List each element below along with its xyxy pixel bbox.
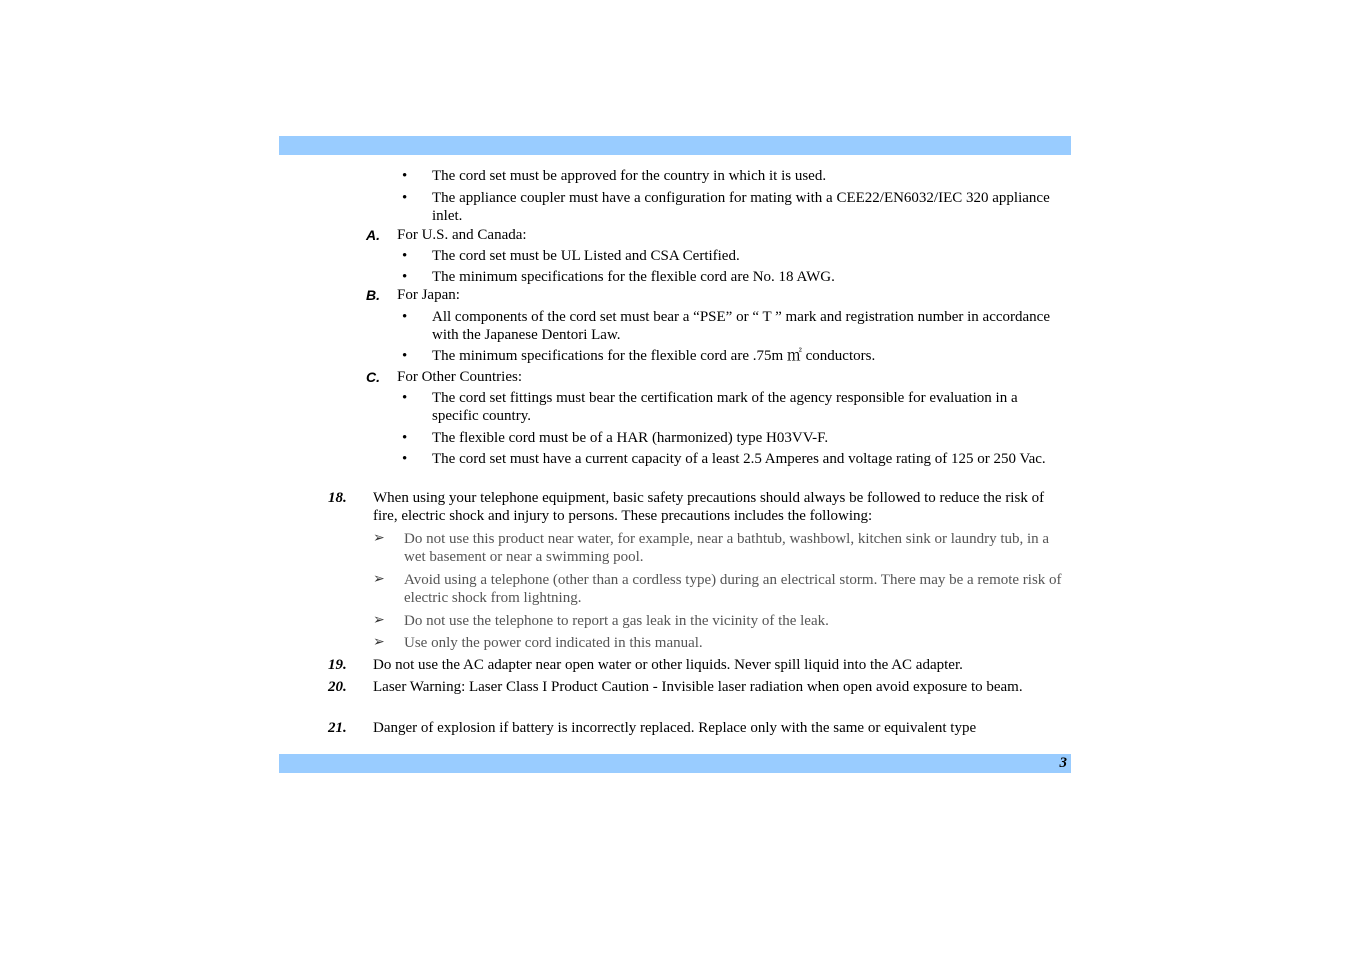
bullet-text: The minimum specifications for the flexible cord are No. 18 AWG. (432, 269, 835, 285)
bullet-text: The cord set must have a current capacity of a least 2.5 Amperes and voltage rating of 125 or 250 Vac. (432, 451, 1046, 467)
item-text: Danger of explosion if battery is incorrectly replaced. Replace only with the same or equivalent type (373, 720, 977, 736)
bullet-icon: • (402, 168, 408, 184)
arrow-bullet-icon: ➢ (373, 572, 385, 587)
item-number: 19. (328, 657, 347, 673)
arrow-bullet-icon: ➢ (373, 635, 385, 650)
bullet-text: The cord set fittings must bear the certification mark of the agency responsible for evaluation in a specific country. (432, 390, 1018, 424)
bullet-icon: • (402, 248, 408, 264)
sub-item-text: Do not use the telephone to report a gas leak in the vicinity of the leak. (404, 613, 829, 629)
bullet-icon: • (402, 390, 408, 406)
page-number: 3 (1059, 755, 1067, 771)
section-title: For Other Countries: (397, 369, 522, 385)
item-text: Laser Warning: Laser Class I Product Caution - Invisible laser radiation when open avoid exposure to beam. (373, 679, 1023, 695)
bullet-icon: • (402, 269, 408, 285)
bullet-text: The flexible cord must be of a HAR (harmonized) type H03VV-F. (432, 430, 829, 446)
item-text: When using your telephone equipment, basic safety precautions should always be followed to reduce the risk of fire, electric shock and injury to persons. These precautions includes the following: (373, 490, 1045, 524)
bullet-text: The cord set must be UL Listed and CSA Certified. (432, 248, 740, 264)
section-letter: B. (366, 287, 380, 303)
sub-item-text: Avoid using a telephone (other than a cordless type) during an electrical storm. There may be a remote risk of electric shock from lightning. (404, 572, 1062, 606)
section-title: For U.S. and Canada: (397, 227, 527, 243)
bullet-icon: • (402, 451, 408, 467)
arrow-bullet-icon: ➢ (373, 531, 385, 546)
bullet-icon: • (402, 190, 408, 206)
section-title: For Japan: (397, 287, 460, 303)
item-number: 18. (328, 490, 347, 506)
footer-band (279, 754, 1071, 773)
bullet-text: The minimum specifications for the flexible cord are .75m ㎡ conductors. (432, 348, 876, 364)
item-number: 20. (328, 679, 347, 695)
bullet-text: All components of the cord set must bear a “PSE” or “ T ” mark and registration number in accordance with the Japanese Dentori Law. (432, 309, 1050, 343)
bullet-text: The appliance coupler must have a configuration for mating with a CEE22/EN6032/IEC 320 appliance inlet. (432, 190, 1050, 224)
bullet-icon: • (402, 309, 408, 325)
section-letter: C. (366, 369, 380, 385)
sub-item-text: Do not use this product near water, for example, near a bathtub, washbowl, kitchen sink or laundry tub, in a wet basement or near a swimming pool. (404, 531, 1050, 565)
bullet-text: The cord set must be approved for the country in which it is used. (432, 168, 827, 184)
section-letter: A. (366, 227, 380, 243)
bullet-icon: • (402, 430, 408, 446)
arrow-bullet-icon: ➢ (373, 613, 385, 628)
bullet-icon: • (402, 348, 408, 364)
sub-item-text: Use only the power cord indicated in this manual. (404, 635, 703, 651)
item-text: Do not use the AC adapter near open water or other liquids. Never spill liquid into the AC adapter. (373, 657, 963, 673)
item-number: 21. (328, 720, 347, 736)
header-band (279, 136, 1071, 155)
